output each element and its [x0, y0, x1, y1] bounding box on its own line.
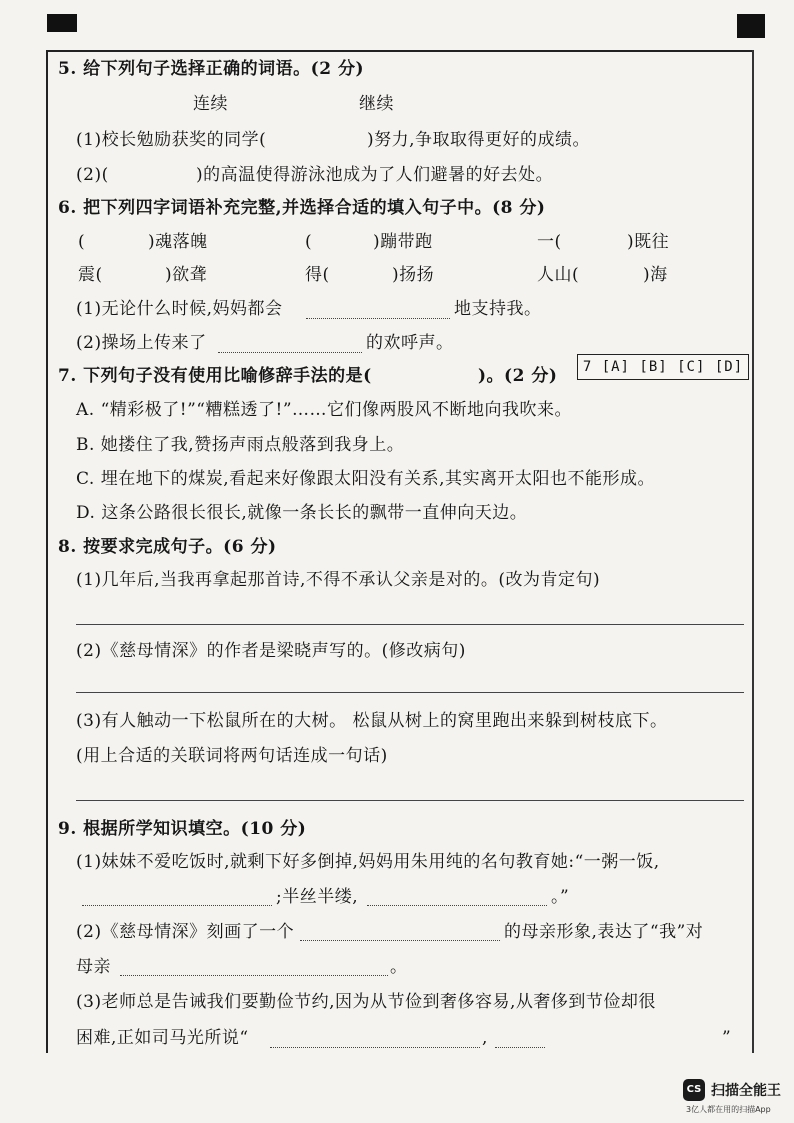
corner-mark-right	[737, 14, 765, 38]
q6-sentence-2-blank[interactable]	[218, 352, 362, 353]
q6-sentence-2-end: 的欢呼声。	[366, 333, 454, 353]
q7-option-a: A. “精彩极了!”“糟糕透了!”……它们像两股风不断地向我吹来。	[76, 400, 573, 420]
q9-title: 9. 根据所学知识填空。(10 分)	[58, 819, 307, 839]
q9-sentence-1-mid: ;半丝半缕,	[276, 887, 359, 907]
q8-sentence-3: (3)有人触动一下松鼠所在的大树。 松鼠从树上的窝里跑出来躲到树枝底下。	[76, 711, 668, 731]
q6-sentence-1-start: (1)无论什么时候,妈妈都会	[76, 299, 283, 319]
q6-sentence-1-blank[interactable]	[306, 318, 450, 319]
q9-sentence-3-start: 困难,正如司马光所说“	[76, 1028, 249, 1048]
scanner-app-tagline: 3亿人都在用的扫描App	[686, 1105, 771, 1114]
q9-sentence-3-blank-2[interactable]	[495, 1047, 545, 1048]
frame-left-border	[46, 50, 48, 1053]
q6-sentence-1-end: 地支持我。	[454, 299, 542, 319]
q7-option-c: C. 埋在地下的煤炭,看起来好像跟太阳没有关系,其实离开太阳也不能形成。	[76, 469, 656, 489]
q7-title-start: 7. 下列句子没有使用比喻修辞手法的是(	[58, 366, 372, 386]
q6-word-4-open: 震(	[78, 265, 103, 285]
q6-word-5-rest: )扬扬	[392, 265, 435, 285]
q9-sentence-1-blank-2[interactable]	[367, 905, 547, 906]
q8-title: 8. 按要求完成句子。(6 分)	[58, 537, 277, 557]
q9-sentence-1-end: 。”	[551, 887, 570, 907]
q9-sentence-2-end: 。	[390, 957, 408, 977]
q8-sentence-1: (1)几年后,当我再拿起那首诗,不得不承认父亲是对的。(改为肯定句)	[76, 570, 601, 590]
q6-word-2-rest: )蹦带跑	[373, 232, 433, 252]
q5-word-2: 继续	[359, 94, 394, 114]
q7-title-end: )。(2 分)	[478, 366, 558, 386]
q7-option-d: D. 这条公路很长很长,就像一条长长的飘带一直伸向天边。	[76, 503, 528, 523]
q6-word-6-rest: )海	[643, 265, 668, 285]
q9-sentence-2-blank-1[interactable]	[300, 940, 500, 941]
q9-sentence-3-comma: ,	[482, 1028, 488, 1048]
scanner-app-name: 扫描全能王	[711, 1083, 781, 1099]
q6-word-1-rest: )魂落魄	[148, 232, 208, 252]
q9-sentence-3-blank-1[interactable]	[270, 1047, 480, 1048]
q6-word-2-open: (	[305, 232, 313, 252]
q9-sentence-1: (1)妹妹不爱吃饭时,就剩下好多倒掉,妈妈用朱用纯的名句教育她:“一粥一饭,	[76, 852, 660, 872]
q5-title: 5. 给下列句子选择正确的词语。(2 分)	[58, 59, 364, 79]
q6-title: 6. 把下列四字词语补充完整,并选择合适的填入句子中。(8 分)	[58, 198, 546, 218]
q9-sentence-2-start: (2)《慈母情深》刻画了一个	[76, 922, 295, 942]
q8-answer-line-2[interactable]	[76, 692, 744, 693]
q9-sentence-3: (3)老师总是告诫我们要勤俭节约,因为从节俭到奢侈容易,从奢侈到节俭却很	[76, 992, 656, 1012]
q9-sentence-3-end: ”	[722, 1028, 732, 1048]
q6-word-3-open: 一(	[537, 232, 562, 252]
q8-sentence-2: (2)《慈母情深》的作者是梁晓声写的。(修改病句)	[76, 641, 466, 661]
q5-sentence-2-start: (2)(	[76, 165, 109, 185]
q6-word-4-rest: )欲聋	[165, 265, 208, 285]
q6-word-5-open: 得(	[305, 265, 330, 285]
scanner-watermark	[683, 1079, 781, 1101]
q6-sentence-2-start: (2)操场上传来了	[76, 333, 207, 353]
frame-right-border	[752, 50, 754, 1053]
q7-option-b: B. 她搂住了我,赞扬声雨点般落到我身上。	[76, 435, 405, 455]
q5-word-1: 连续	[193, 94, 228, 114]
q5-sentence-1-end: )努力,争取取得更好的成绩。	[367, 130, 591, 150]
frame-top-border	[46, 50, 754, 52]
q6-word-1-open: (	[78, 232, 86, 252]
q5-sentence-2-end: )的高温使得游泳池成为了人们避暑的好去处。	[196, 165, 554, 185]
q8-sentence-3-note: (用上合适的关联词将两句话连成一句话)	[76, 746, 388, 766]
q9-sentence-2-blank-2[interactable]	[120, 975, 388, 976]
q8-answer-line-3[interactable]	[76, 800, 744, 801]
q6-word-6-open: 人山(	[537, 265, 580, 285]
q5-sentence-1-start: (1)校长勉励获奖的同学(	[76, 130, 267, 150]
q8-answer-line-1[interactable]	[76, 624, 744, 625]
q6-word-3-rest: )既往	[627, 232, 670, 252]
q9-sentence-2-label: 母亲	[76, 957, 111, 977]
camscanner-logo-icon: CS	[683, 1079, 705, 1101]
answer-option-box[interactable]: 7 [A] [B] [C] [D]	[577, 354, 749, 380]
corner-mark-left	[47, 14, 77, 32]
q9-sentence-1-blank-1[interactable]	[82, 905, 272, 906]
q9-sentence-2-mid: 的母亲形象,表达了“我”对	[504, 922, 704, 942]
